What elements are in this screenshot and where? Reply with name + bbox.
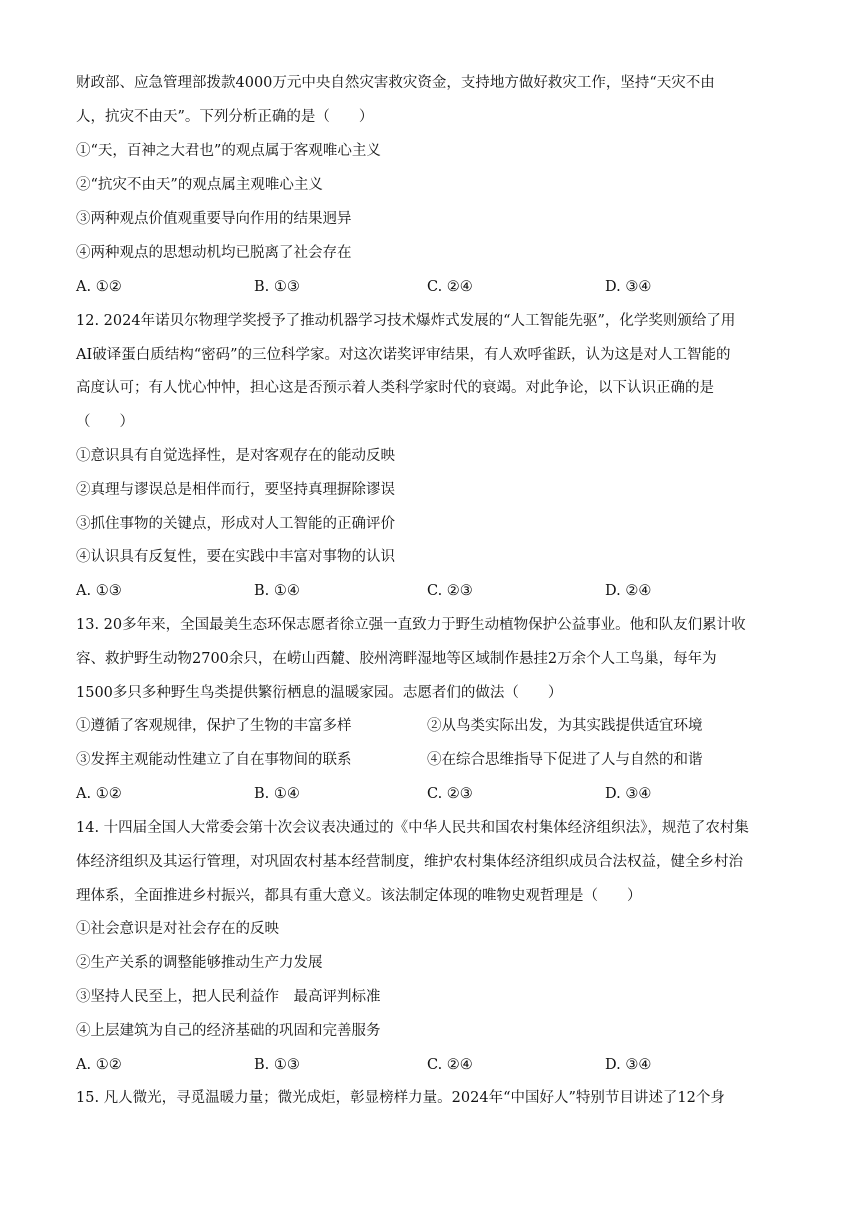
q12-option-a[interactable]: A. ①③ xyxy=(76,583,122,599)
q12-statement-3: ③抓住事物的关键点，形成对人工智能的正确评价 xyxy=(76,516,395,532)
q14-statement-4: ④上层建筑为自己的经济基础的巩固和完善服务 xyxy=(76,1023,381,1039)
q14-statement-2: ②生产关系的调整能够推动生产力发展 xyxy=(76,955,323,971)
q11-stem-line-1: 财政部、应急管理部拨款4000万元中央自然灾害救灾资金，支持地方做好救灾工作，坚持“天灾不由 xyxy=(76,75,715,91)
q14-stem-line-3: 理体系，全面推进乡村振兴，都具有重大意义。该法制定体现的唯物史观哲理是（ ） xyxy=(76,888,642,904)
q13-option-a[interactable]: A. ①② xyxy=(76,786,122,802)
q11-statement-3: ③两种观点价值观重要导向作用的结果迥异 xyxy=(76,211,352,227)
q14-option-b[interactable]: B. ①③ xyxy=(254,1057,300,1073)
q13-option-d[interactable]: D. ③④ xyxy=(605,786,652,802)
q15-stem-line-1: 15. 凡人微光，寻觅温暖力量；微光成炬，彰显榜样力量。2024年“中国好人”特别节目讲述了12个身 xyxy=(76,1090,725,1106)
q12-stem-line-4: （ ） xyxy=(76,414,134,430)
q13-option-b[interactable]: B. ①④ xyxy=(254,786,300,802)
q12-statement-2: ②真理与谬误总是相伴而行，要坚持真理摒除谬误 xyxy=(76,482,395,498)
q13-stem-line-2: 容、救护野生动物2700余只，在崂山西麓、胶州湾畔湿地等区域制作悬挂2万余个人工鸟巢，每年为 xyxy=(76,651,717,667)
q13-option-c[interactable]: C. ②③ xyxy=(427,786,473,802)
q13-stem-line-3: 1500多只多种野生鸟类提供繁衍栖息的温暖家园。志愿者们的做法（ ） xyxy=(76,685,563,701)
q14-statement-3: ③坚持人民至上，把人民利益作 最高评判标准 xyxy=(76,989,381,1005)
q13-statements-row-2 xyxy=(76,750,796,770)
q14-option-d[interactable]: D. ③④ xyxy=(605,1057,652,1073)
q14-option-a[interactable]: A. ①② xyxy=(76,1057,122,1073)
q11-option-d[interactable]: D. ③④ xyxy=(605,279,652,295)
q13-statement-3: ③发挥主观能动性建立了自在事物间的联系 xyxy=(76,752,352,768)
q12-option-c[interactable]: C. ②③ xyxy=(427,583,473,599)
q13-statements-row-1 xyxy=(76,716,796,736)
q13-options xyxy=(76,784,796,804)
q13-statement-2: ②从鸟类实际出发，为其实践提供适宜环境 xyxy=(427,718,703,734)
q12-option-d[interactable]: D. ②④ xyxy=(605,583,652,599)
q12-statement-1: ①意识具有自觉选择性，是对客观存在的能动反映 xyxy=(76,448,395,464)
q14-option-c[interactable]: C. ②④ xyxy=(427,1057,473,1073)
q11-statement-4: ④两种观点的思想动机均已脱离了社会存在 xyxy=(76,245,352,261)
q12-stem-line-2: AI破译蛋白质结构“密码”的三位科学家。对这次诺奖评审结果，有人欢呼雀跃，认为这是对人工智能的 xyxy=(76,347,731,363)
q12-stem-line-3: 高度认可；有人忧心忡忡，担心这是否预示着人类科学家时代的衰竭。对此争论，以下认识正确的是 xyxy=(76,380,714,396)
q14-stem-line-2: 体经济组织及其运行管理，对巩固农村基本经营制度，维护农村集体经济组织成员合法权益，健全乡村治 xyxy=(76,854,743,870)
q11-statement-1: ①“天，百神之大君也”的观点属于客观唯心主义 xyxy=(76,143,381,159)
q11-statement-2: ②“抗灾不由天”的观点属主观唯心主义 xyxy=(76,177,323,193)
q11-option-c[interactable]: C. ②④ xyxy=(427,279,473,295)
q14-statement-1: ①社会意识是对社会存在的反映 xyxy=(76,921,279,937)
q12-stem-line-1: 12. 2024年诺贝尔物理学奖授予了推动机器学习技术爆炸式发展的“人工智能先驱”，化学奖则颁给了用 xyxy=(76,313,736,329)
q13-stem-line-1: 13. 20多年来，全国最美生态环保志愿者徐立强一直致力于野生动植物保护公益事业。他和队友们累计收 xyxy=(76,617,746,633)
q11-stem-line-2: 人，抗灾不由天”。下列分析正确的是（ ） xyxy=(76,109,374,125)
q12-option-b[interactable]: B. ①④ xyxy=(254,583,300,599)
q11-option-a[interactable]: A. ①② xyxy=(76,279,122,295)
q11-options xyxy=(76,277,796,297)
q13-statement-1: ①遵循了客观规律，保护了生物的丰富多样 xyxy=(76,718,352,734)
q12-options xyxy=(76,581,796,601)
q13-statement-4: ④在综合思维指导下促进了人与自然的和谐 xyxy=(427,752,703,768)
q11-option-b[interactable]: B. ①③ xyxy=(254,279,300,295)
q14-stem-line-1: 14. 十四届全国人大常委会第十次会议表决通过的《中华人民共和国农村集体经济组织法》，规范了农村集 xyxy=(76,820,749,836)
q12-statement-4: ④认识具有反复性，要在实践中丰富对事物的认识 xyxy=(76,549,395,565)
q14-options xyxy=(76,1055,796,1075)
